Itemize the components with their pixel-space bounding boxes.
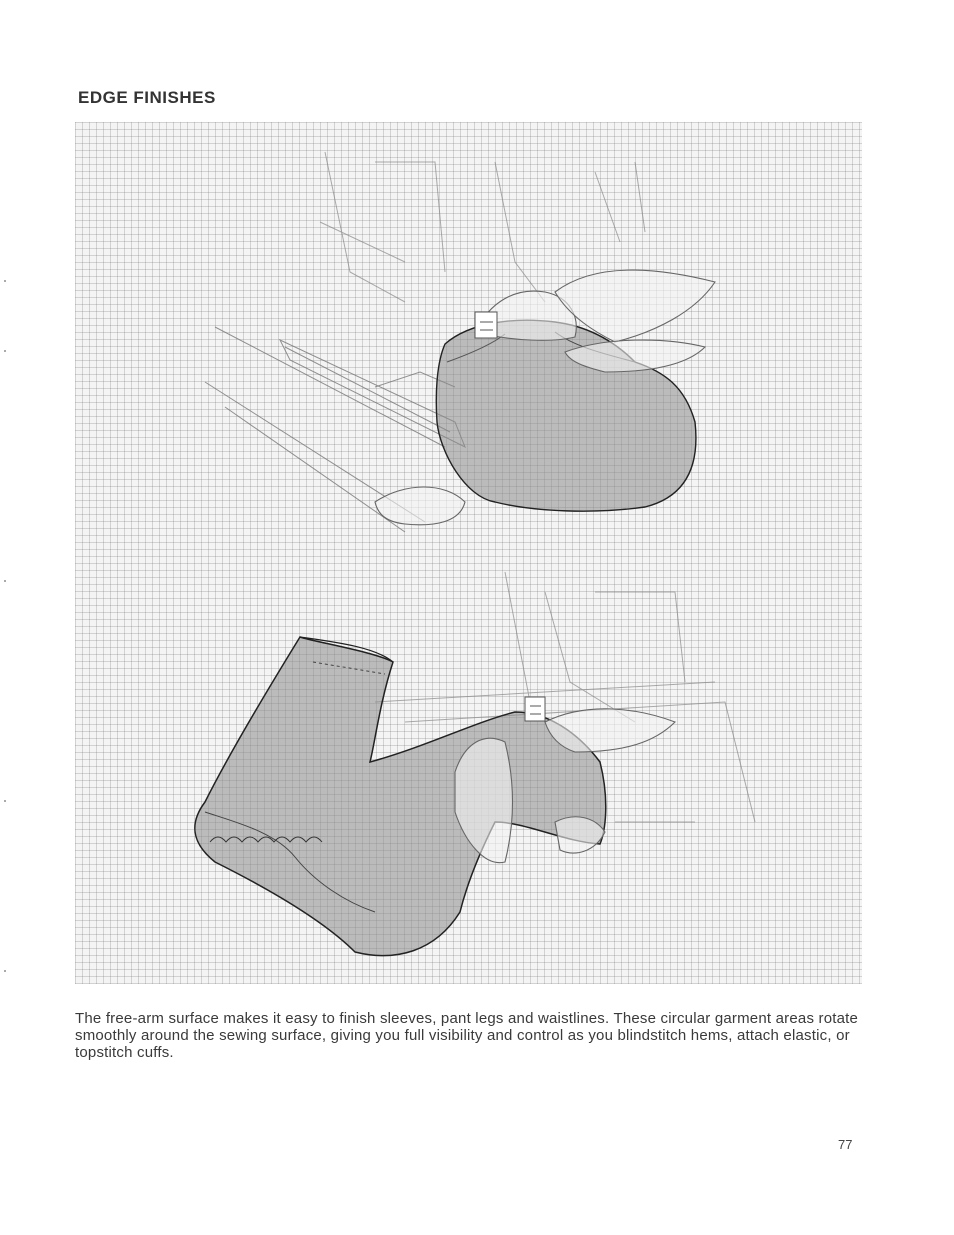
caption-paragraph: The free-arm surface makes it easy to finish sleeves, pant legs and waistlines. These circular garment areas rotate smoothly around the sewing surface, giving you full visibility and control as you blindstitch hems, attach elastic, or topstitch cuffs.: [75, 1010, 859, 1061]
pant-leg-fabric: [195, 637, 606, 956]
scan-edge-marks: [4, 280, 6, 980]
page-number: 77: [838, 1137, 853, 1152]
section-heading: EDGE FINISHES: [78, 88, 216, 107]
illustration-panel: [75, 122, 862, 984]
sleeve-hem-illustration: [205, 152, 715, 532]
pant-leg-hem-illustration: [195, 572, 755, 956]
sewing-illustrations: [75, 122, 862, 984]
